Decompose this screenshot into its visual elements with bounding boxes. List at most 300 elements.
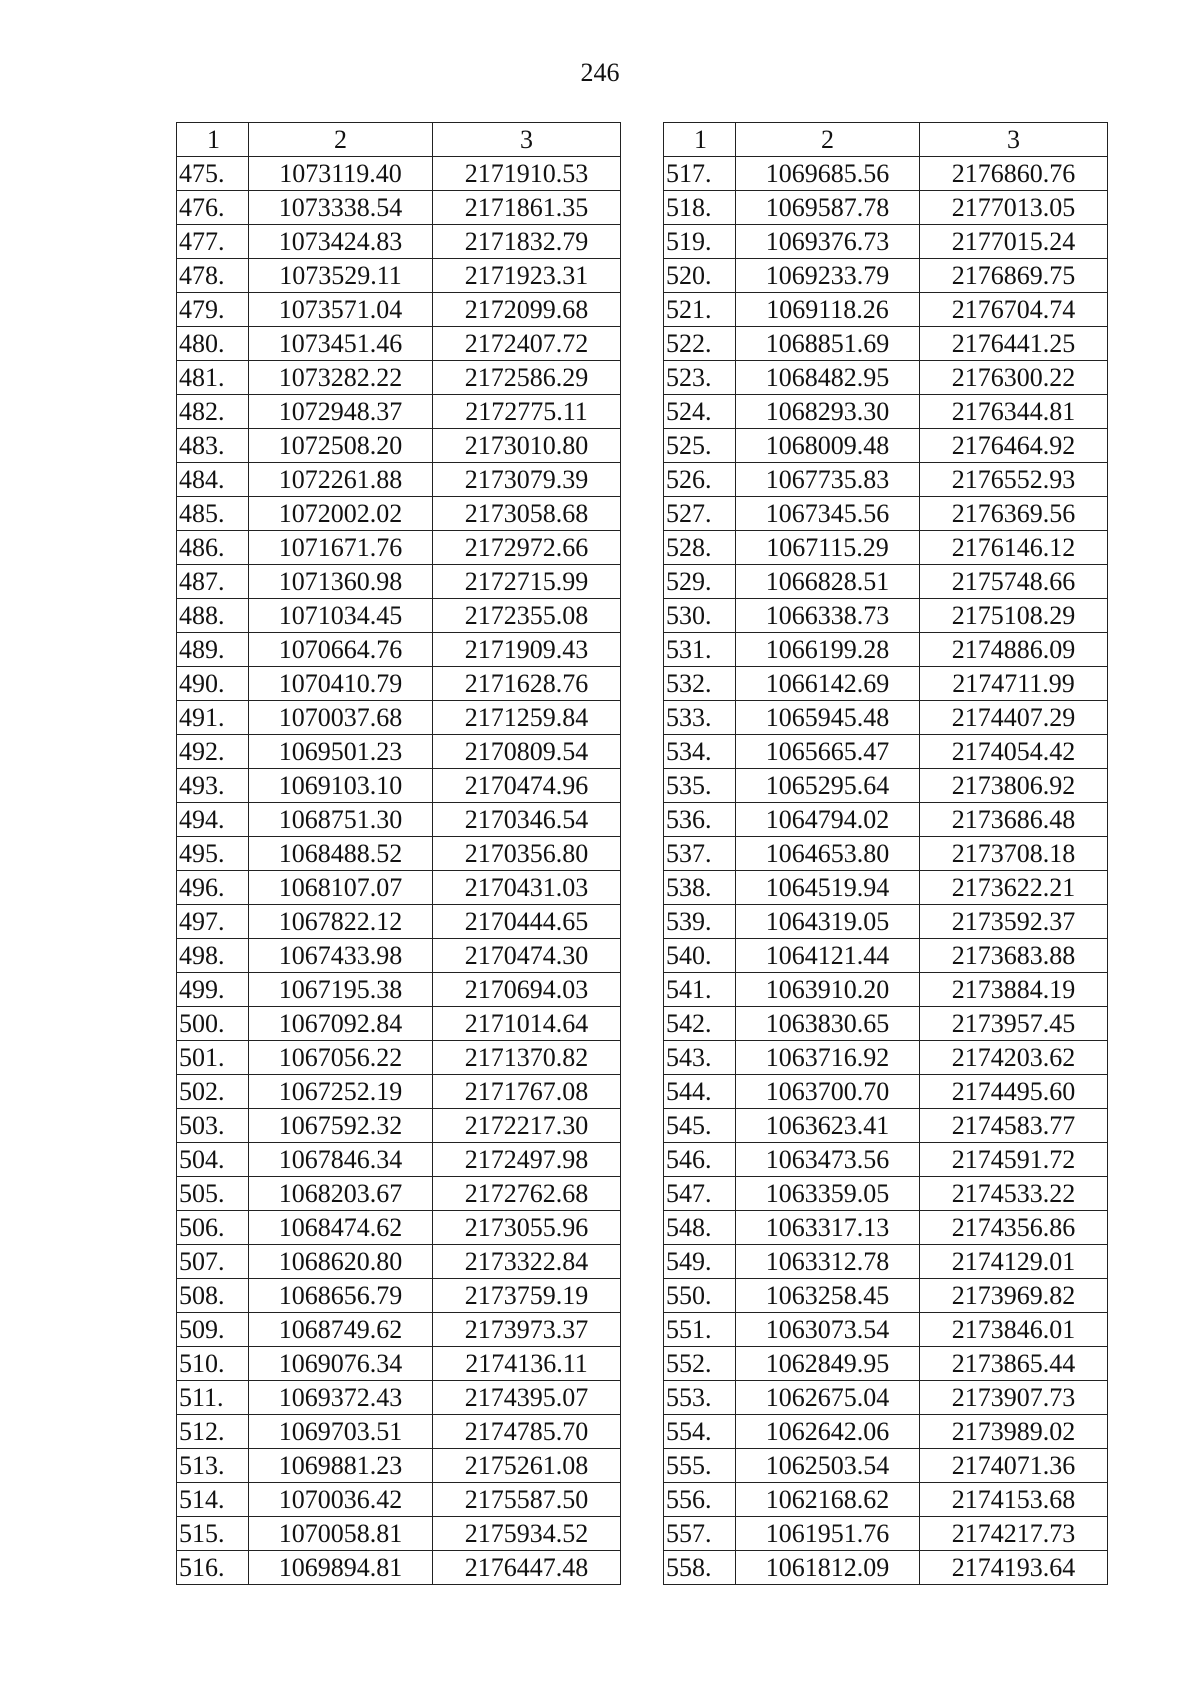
x-coordinate-cell: 1072261.88 xyxy=(249,463,433,497)
x-coordinate-cell: 1063312.78 xyxy=(736,1245,920,1279)
table-row xyxy=(664,939,1108,973)
x-coordinate-cell: 1063073.54 xyxy=(736,1313,920,1347)
x-coordinate-cell: 1068851.69 xyxy=(736,327,920,361)
x-coordinate-cell: 1067092.84 xyxy=(249,1007,433,1041)
x-coordinate-cell: 1069103.10 xyxy=(249,769,433,803)
x-coordinate-cell: 1068293.30 xyxy=(736,395,920,429)
table-row xyxy=(177,1075,621,1109)
x-coordinate-cell: 1070037.68 xyxy=(249,701,433,735)
point-number-cell: 497. xyxy=(177,905,249,939)
point-number-cell: 512. xyxy=(177,1415,249,1449)
point-number-cell: 515. xyxy=(177,1517,249,1551)
point-number-cell: 534. xyxy=(664,735,736,769)
x-coordinate-cell: 1068474.62 xyxy=(249,1211,433,1245)
x-coordinate-cell: 1069233.79 xyxy=(736,259,920,293)
table-row xyxy=(664,701,1108,735)
point-number-cell: 535. xyxy=(664,769,736,803)
x-coordinate-cell: 1073451.46 xyxy=(249,327,433,361)
point-number-cell: 481. xyxy=(177,361,249,395)
point-number-cell: 484. xyxy=(177,463,249,497)
y-coordinate-cell: 2173969.82 xyxy=(920,1279,1108,1313)
point-number-cell: 520. xyxy=(664,259,736,293)
table-row xyxy=(177,1449,621,1483)
table-row xyxy=(664,1143,1108,1177)
table-row xyxy=(664,1211,1108,1245)
table-row xyxy=(664,293,1108,327)
point-number-cell: 501. xyxy=(177,1041,249,1075)
point-number-cell: 495. xyxy=(177,837,249,871)
table-row xyxy=(664,633,1108,667)
y-coordinate-cell: 2170809.54 xyxy=(433,735,621,769)
x-coordinate-cell: 1068749.62 xyxy=(249,1313,433,1347)
x-coordinate-cell: 1066199.28 xyxy=(736,633,920,667)
point-number-cell: 521. xyxy=(664,293,736,327)
table-row xyxy=(664,1177,1108,1211)
table-row xyxy=(177,1143,621,1177)
y-coordinate-cell: 2174886.09 xyxy=(920,633,1108,667)
y-coordinate-cell: 2173759.19 xyxy=(433,1279,621,1313)
y-coordinate-cell: 2172775.11 xyxy=(433,395,621,429)
point-number-cell: 499. xyxy=(177,973,249,1007)
y-coordinate-cell: 2172217.30 xyxy=(433,1109,621,1143)
y-coordinate-cell: 2176869.75 xyxy=(920,259,1108,293)
x-coordinate-cell: 1063910.20 xyxy=(736,973,920,1007)
point-number-cell: 556. xyxy=(664,1483,736,1517)
x-coordinate-cell: 1062849.95 xyxy=(736,1347,920,1381)
point-number-cell: 504. xyxy=(177,1143,249,1177)
table-row xyxy=(664,735,1108,769)
point-number-cell: 490. xyxy=(177,667,249,701)
table-header-row xyxy=(177,123,621,157)
point-number-cell: 554. xyxy=(664,1415,736,1449)
x-coordinate-cell: 1061951.76 xyxy=(736,1517,920,1551)
point-number-cell: 550. xyxy=(664,1279,736,1313)
x-coordinate-cell: 1067345.56 xyxy=(736,497,920,531)
x-coordinate-cell: 1071034.45 xyxy=(249,599,433,633)
point-number-cell: 519. xyxy=(664,225,736,259)
point-number-cell: 492. xyxy=(177,735,249,769)
point-number-cell: 555. xyxy=(664,1449,736,1483)
point-number-cell: 557. xyxy=(664,1517,736,1551)
table-row xyxy=(177,191,621,225)
header-cell: 3 xyxy=(920,123,1108,157)
y-coordinate-cell: 2172407.72 xyxy=(433,327,621,361)
y-coordinate-cell: 2170444.65 xyxy=(433,905,621,939)
table-row xyxy=(664,1381,1108,1415)
y-coordinate-cell: 2176344.81 xyxy=(920,395,1108,429)
point-number-cell: 527. xyxy=(664,497,736,531)
x-coordinate-cell: 1063473.56 xyxy=(736,1143,920,1177)
x-coordinate-cell: 1073424.83 xyxy=(249,225,433,259)
table-row xyxy=(177,395,621,429)
x-coordinate-cell: 1073571.04 xyxy=(249,293,433,327)
x-coordinate-cell: 1062642.06 xyxy=(736,1415,920,1449)
point-number-cell: 552. xyxy=(664,1347,736,1381)
x-coordinate-cell: 1066142.69 xyxy=(736,667,920,701)
table-row xyxy=(664,1347,1108,1381)
point-number-cell: 517. xyxy=(664,157,736,191)
x-coordinate-cell: 1063317.13 xyxy=(736,1211,920,1245)
table-row xyxy=(177,633,621,667)
table-row xyxy=(177,497,621,531)
point-number-cell: 494. xyxy=(177,803,249,837)
point-number-cell: 500. xyxy=(177,1007,249,1041)
y-coordinate-cell: 2170346.54 xyxy=(433,803,621,837)
y-coordinate-cell: 2174054.42 xyxy=(920,735,1108,769)
x-coordinate-cell: 1064519.94 xyxy=(736,871,920,905)
coordinates-table-right xyxy=(663,122,1108,1585)
y-coordinate-cell: 2174785.70 xyxy=(433,1415,621,1449)
point-number-cell: 530. xyxy=(664,599,736,633)
y-coordinate-cell: 2177015.24 xyxy=(920,225,1108,259)
x-coordinate-cell: 1069076.34 xyxy=(249,1347,433,1381)
point-number-cell: 547. xyxy=(664,1177,736,1211)
table-row xyxy=(664,1279,1108,1313)
point-number-cell: 526. xyxy=(664,463,736,497)
point-number-cell: 545. xyxy=(664,1109,736,1143)
x-coordinate-cell: 1070664.76 xyxy=(249,633,433,667)
y-coordinate-cell: 2176860.76 xyxy=(920,157,1108,191)
point-number-cell: 503. xyxy=(177,1109,249,1143)
point-number-cell: 491. xyxy=(177,701,249,735)
y-coordinate-cell: 2173957.45 xyxy=(920,1007,1108,1041)
table-row xyxy=(177,1551,621,1585)
table-row xyxy=(664,157,1108,191)
x-coordinate-cell: 1064319.05 xyxy=(736,905,920,939)
point-number-cell: 502. xyxy=(177,1075,249,1109)
x-coordinate-cell: 1067056.22 xyxy=(249,1041,433,1075)
x-coordinate-cell: 1064121.44 xyxy=(736,939,920,973)
y-coordinate-cell: 2176552.93 xyxy=(920,463,1108,497)
x-coordinate-cell: 1068488.52 xyxy=(249,837,433,871)
point-number-cell: 505. xyxy=(177,1177,249,1211)
x-coordinate-cell: 1069881.23 xyxy=(249,1449,433,1483)
y-coordinate-cell: 2173683.88 xyxy=(920,939,1108,973)
point-number-cell: 544. xyxy=(664,1075,736,1109)
y-coordinate-cell: 2174583.77 xyxy=(920,1109,1108,1143)
point-number-cell: 478. xyxy=(177,259,249,293)
point-number-cell: 548. xyxy=(664,1211,736,1245)
table-row xyxy=(664,1415,1108,1449)
table-row xyxy=(664,803,1108,837)
x-coordinate-cell: 1062168.62 xyxy=(736,1483,920,1517)
x-coordinate-cell: 1063359.05 xyxy=(736,1177,920,1211)
table-row xyxy=(177,293,621,327)
table-row xyxy=(177,565,621,599)
y-coordinate-cell: 2175108.29 xyxy=(920,599,1108,633)
table-row xyxy=(177,429,621,463)
x-coordinate-cell: 1069376.73 xyxy=(736,225,920,259)
page-number: 246 xyxy=(580,58,620,87)
point-number-cell: 529. xyxy=(664,565,736,599)
y-coordinate-cell: 2173708.18 xyxy=(920,837,1108,871)
point-number-cell: 558. xyxy=(664,1551,736,1585)
table-row xyxy=(177,1313,621,1347)
table-row xyxy=(664,1517,1108,1551)
x-coordinate-cell: 1072948.37 xyxy=(249,395,433,429)
x-coordinate-cell: 1066338.73 xyxy=(736,599,920,633)
x-coordinate-cell: 1063700.70 xyxy=(736,1075,920,1109)
point-number-cell: 543. xyxy=(664,1041,736,1075)
x-coordinate-cell: 1063258.45 xyxy=(736,1279,920,1313)
table-row xyxy=(664,497,1108,531)
table-row xyxy=(177,735,621,769)
y-coordinate-cell: 2175748.66 xyxy=(920,565,1108,599)
table-row xyxy=(664,1449,1108,1483)
point-number-cell: 531. xyxy=(664,633,736,667)
y-coordinate-cell: 2174711.99 xyxy=(920,667,1108,701)
point-number-cell: 511. xyxy=(177,1381,249,1415)
x-coordinate-cell: 1063716.92 xyxy=(736,1041,920,1075)
y-coordinate-cell: 2174533.22 xyxy=(920,1177,1108,1211)
x-coordinate-cell: 1071671.76 xyxy=(249,531,433,565)
y-coordinate-cell: 2171014.64 xyxy=(433,1007,621,1041)
y-coordinate-cell: 2170694.03 xyxy=(433,973,621,1007)
x-coordinate-cell: 1063830.65 xyxy=(736,1007,920,1041)
table-row xyxy=(664,1109,1108,1143)
point-number-cell: 508. xyxy=(177,1279,249,1313)
point-number-cell: 538. xyxy=(664,871,736,905)
y-coordinate-cell: 2173058.68 xyxy=(433,497,621,531)
y-coordinate-cell: 2172972.66 xyxy=(433,531,621,565)
table-row xyxy=(177,1211,621,1245)
y-coordinate-cell: 2174203.62 xyxy=(920,1041,1108,1075)
y-coordinate-cell: 2176369.56 xyxy=(920,497,1108,531)
x-coordinate-cell: 1069894.81 xyxy=(249,1551,433,1585)
y-coordinate-cell: 2177013.05 xyxy=(920,191,1108,225)
point-number-cell: 532. xyxy=(664,667,736,701)
table-row xyxy=(664,259,1108,293)
table-row xyxy=(177,871,621,905)
y-coordinate-cell: 2173592.37 xyxy=(920,905,1108,939)
point-number-cell: 525. xyxy=(664,429,736,463)
table-row xyxy=(664,225,1108,259)
x-coordinate-cell: 1065945.48 xyxy=(736,701,920,735)
header-cell: 1 xyxy=(177,123,249,157)
x-coordinate-cell: 1068482.95 xyxy=(736,361,920,395)
y-coordinate-cell: 2176300.22 xyxy=(920,361,1108,395)
x-coordinate-cell: 1068751.30 xyxy=(249,803,433,837)
y-coordinate-cell: 2172586.29 xyxy=(433,361,621,395)
y-coordinate-cell: 2174407.29 xyxy=(920,701,1108,735)
y-coordinate-cell: 2171628.76 xyxy=(433,667,621,701)
point-number-cell: 509. xyxy=(177,1313,249,1347)
x-coordinate-cell: 1070058.81 xyxy=(249,1517,433,1551)
point-number-cell: 476. xyxy=(177,191,249,225)
x-coordinate-cell: 1067115.29 xyxy=(736,531,920,565)
table-row xyxy=(664,599,1108,633)
table-row xyxy=(664,769,1108,803)
y-coordinate-cell: 2171767.08 xyxy=(433,1075,621,1109)
table-row xyxy=(664,871,1108,905)
y-coordinate-cell: 2176441.25 xyxy=(920,327,1108,361)
table-row xyxy=(664,1075,1108,1109)
x-coordinate-cell: 1071360.98 xyxy=(249,565,433,599)
x-coordinate-cell: 1069685.56 xyxy=(736,157,920,191)
table-row xyxy=(177,1245,621,1279)
point-number-cell: 542. xyxy=(664,1007,736,1041)
point-number-cell: 533. xyxy=(664,701,736,735)
table-row xyxy=(177,1483,621,1517)
header-cell: 2 xyxy=(736,123,920,157)
y-coordinate-cell: 2174495.60 xyxy=(920,1075,1108,1109)
x-coordinate-cell: 1065665.47 xyxy=(736,735,920,769)
y-coordinate-cell: 2171909.43 xyxy=(433,633,621,667)
table-row xyxy=(177,1517,621,1551)
table-row xyxy=(177,1007,621,1041)
y-coordinate-cell: 2171259.84 xyxy=(433,701,621,735)
y-coordinate-cell: 2173806.92 xyxy=(920,769,1108,803)
point-number-cell: 479. xyxy=(177,293,249,327)
x-coordinate-cell: 1066828.51 xyxy=(736,565,920,599)
table-row xyxy=(664,837,1108,871)
point-number-cell: 546. xyxy=(664,1143,736,1177)
y-coordinate-cell: 2171832.79 xyxy=(433,225,621,259)
x-coordinate-cell: 1068107.07 xyxy=(249,871,433,905)
x-coordinate-cell: 1069501.23 xyxy=(249,735,433,769)
y-coordinate-cell: 2170474.30 xyxy=(433,939,621,973)
header-cell: 1 xyxy=(664,123,736,157)
point-number-cell: 477. xyxy=(177,225,249,259)
point-number-cell: 498. xyxy=(177,939,249,973)
point-number-cell: 518. xyxy=(664,191,736,225)
point-number-cell: 524. xyxy=(664,395,736,429)
point-number-cell: 513. xyxy=(177,1449,249,1483)
x-coordinate-cell: 1061812.09 xyxy=(736,1551,920,1585)
table-row xyxy=(664,395,1108,429)
point-number-cell: 480. xyxy=(177,327,249,361)
point-number-cell: 496. xyxy=(177,871,249,905)
y-coordinate-cell: 2176464.92 xyxy=(920,429,1108,463)
coordinates-table-left xyxy=(176,122,621,1585)
table-row xyxy=(664,361,1108,395)
table-row xyxy=(664,429,1108,463)
table-row xyxy=(177,701,621,735)
x-coordinate-cell: 1067846.34 xyxy=(249,1143,433,1177)
table-row xyxy=(177,531,621,565)
table-row xyxy=(664,1245,1108,1279)
table-row xyxy=(664,1041,1108,1075)
y-coordinate-cell: 2173686.48 xyxy=(920,803,1108,837)
x-coordinate-cell: 1068620.80 xyxy=(249,1245,433,1279)
point-number-cell: 523. xyxy=(664,361,736,395)
point-number-cell: 483. xyxy=(177,429,249,463)
table-row xyxy=(177,905,621,939)
y-coordinate-cell: 2170356.80 xyxy=(433,837,621,871)
table-row xyxy=(664,327,1108,361)
y-coordinate-cell: 2173079.39 xyxy=(433,463,621,497)
y-coordinate-cell: 2175934.52 xyxy=(433,1517,621,1551)
table-row xyxy=(177,1177,621,1211)
x-coordinate-cell: 1069703.51 xyxy=(249,1415,433,1449)
y-coordinate-cell: 2174071.36 xyxy=(920,1449,1108,1483)
x-coordinate-cell: 1073282.22 xyxy=(249,361,433,395)
y-coordinate-cell: 2174136.11 xyxy=(433,1347,621,1381)
table-header-row xyxy=(664,123,1108,157)
table-row xyxy=(664,973,1108,1007)
y-coordinate-cell: 2173010.80 xyxy=(433,429,621,463)
x-coordinate-cell: 1065295.64 xyxy=(736,769,920,803)
table-row xyxy=(177,1279,621,1313)
y-coordinate-cell: 2171923.31 xyxy=(433,259,621,293)
x-coordinate-cell: 1073338.54 xyxy=(249,191,433,225)
x-coordinate-cell: 1063623.41 xyxy=(736,1109,920,1143)
point-number-cell: 510. xyxy=(177,1347,249,1381)
table-row xyxy=(177,1415,621,1449)
table-row xyxy=(177,1347,621,1381)
table-row xyxy=(664,191,1108,225)
y-coordinate-cell: 2172715.99 xyxy=(433,565,621,599)
y-coordinate-cell: 2174193.64 xyxy=(920,1551,1108,1585)
point-number-cell: 537. xyxy=(664,837,736,871)
x-coordinate-cell: 1070036.42 xyxy=(249,1483,433,1517)
point-number-cell: 506. xyxy=(177,1211,249,1245)
table-row xyxy=(177,599,621,633)
x-coordinate-cell: 1064794.02 xyxy=(736,803,920,837)
y-coordinate-cell: 2174395.07 xyxy=(433,1381,621,1415)
table-row xyxy=(177,667,621,701)
y-coordinate-cell: 2172355.08 xyxy=(433,599,621,633)
y-coordinate-cell: 2175261.08 xyxy=(433,1449,621,1483)
y-coordinate-cell: 2173846.01 xyxy=(920,1313,1108,1347)
header-cell: 3 xyxy=(433,123,621,157)
point-number-cell: 493. xyxy=(177,769,249,803)
point-number-cell: 549. xyxy=(664,1245,736,1279)
table-row xyxy=(664,565,1108,599)
x-coordinate-cell: 1069372.43 xyxy=(249,1381,433,1415)
table-row xyxy=(664,1007,1108,1041)
x-coordinate-cell: 1067195.38 xyxy=(249,973,433,1007)
y-coordinate-cell: 2174129.01 xyxy=(920,1245,1108,1279)
y-coordinate-cell: 2174591.72 xyxy=(920,1143,1108,1177)
table-row xyxy=(664,1313,1108,1347)
table-row xyxy=(177,361,621,395)
x-coordinate-cell: 1067735.83 xyxy=(736,463,920,497)
table-row xyxy=(664,1483,1108,1517)
y-coordinate-cell: 2176146.12 xyxy=(920,531,1108,565)
x-coordinate-cell: 1068009.48 xyxy=(736,429,920,463)
x-coordinate-cell: 1068203.67 xyxy=(249,1177,433,1211)
y-coordinate-cell: 2173907.73 xyxy=(920,1381,1108,1415)
y-coordinate-cell: 2172762.68 xyxy=(433,1177,621,1211)
table-row xyxy=(177,837,621,871)
point-number-cell: 475. xyxy=(177,157,249,191)
point-number-cell: 482. xyxy=(177,395,249,429)
table-row xyxy=(664,531,1108,565)
y-coordinate-cell: 2174217.73 xyxy=(920,1517,1108,1551)
table-row xyxy=(177,225,621,259)
y-coordinate-cell: 2171861.35 xyxy=(433,191,621,225)
y-coordinate-cell: 2173865.44 xyxy=(920,1347,1108,1381)
table-row xyxy=(177,157,621,191)
point-number-cell: 507. xyxy=(177,1245,249,1279)
point-number-cell: 514. xyxy=(177,1483,249,1517)
x-coordinate-cell: 1062675.04 xyxy=(736,1381,920,1415)
x-coordinate-cell: 1067252.19 xyxy=(249,1075,433,1109)
point-number-cell: 536. xyxy=(664,803,736,837)
point-number-cell: 553. xyxy=(664,1381,736,1415)
table-row xyxy=(177,259,621,293)
point-number-cell: 522. xyxy=(664,327,736,361)
x-coordinate-cell: 1064653.80 xyxy=(736,837,920,871)
header-cell: 2 xyxy=(249,123,433,157)
table-row xyxy=(664,905,1108,939)
table-row xyxy=(177,1041,621,1075)
point-number-cell: 487. xyxy=(177,565,249,599)
y-coordinate-cell: 2174356.86 xyxy=(920,1211,1108,1245)
table-row xyxy=(177,973,621,1007)
y-coordinate-cell: 2172099.68 xyxy=(433,293,621,327)
